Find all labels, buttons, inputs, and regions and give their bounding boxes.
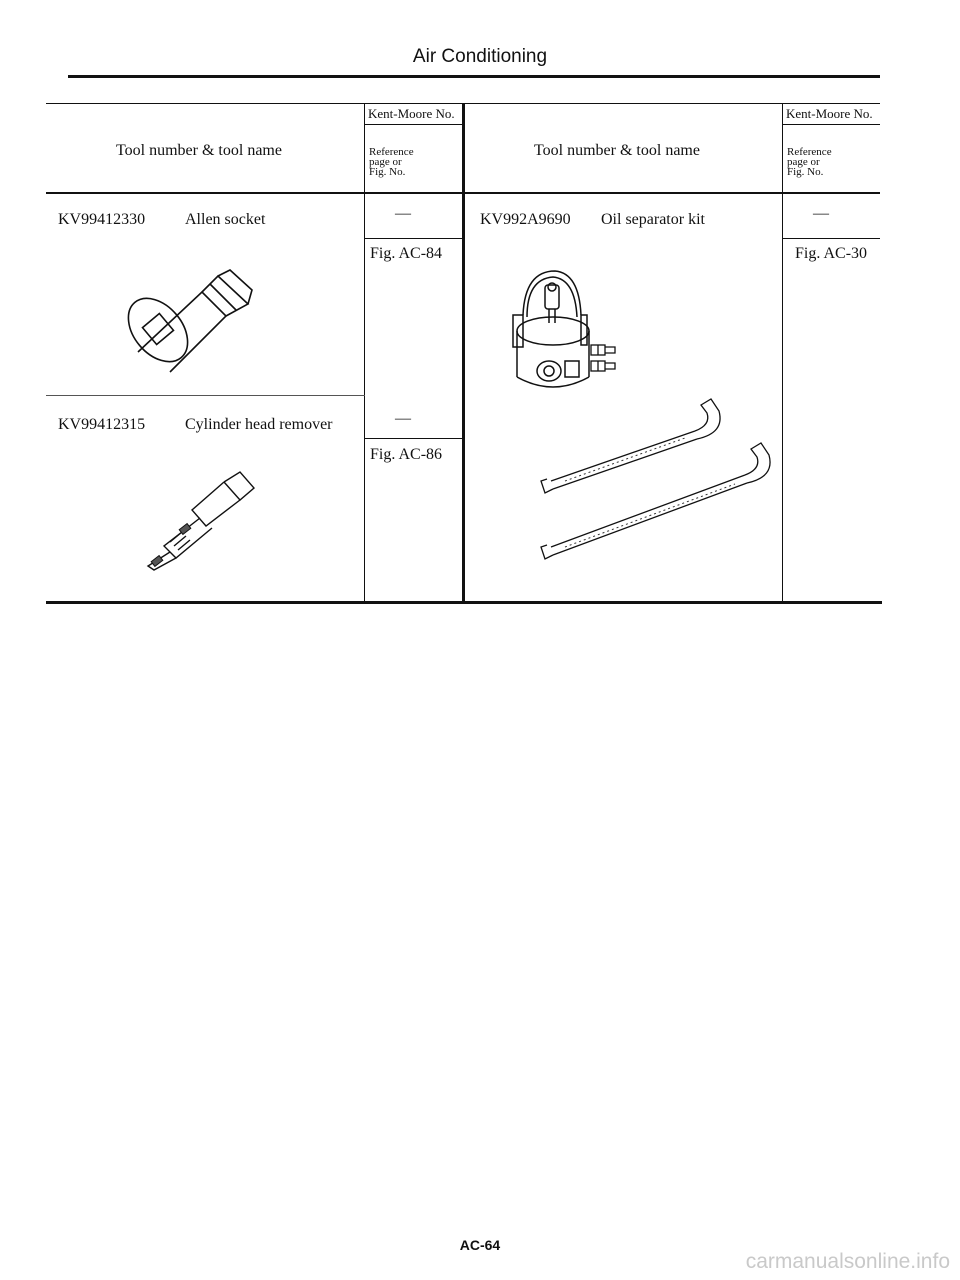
kent-moore-cylinder-head-remover: — <box>395 410 411 427</box>
right-kent-moore-header: Kent-Moore No. <box>786 106 873 121</box>
left-kent-moore-header: Kent-Moore No. <box>368 106 455 121</box>
ref-divider-allen-socket <box>365 238 462 239</box>
col-divider-center <box>462 103 465 603</box>
left-tool-header: Tool number & tool name <box>116 142 282 159</box>
reference-cylinder-head-remover: Fig. AC-86 <box>370 446 443 463</box>
right-tool-header: Tool number & tool name <box>534 142 700 159</box>
ref-divider-cylinder-head-remover <box>365 438 462 439</box>
km-header-underline-right <box>783 124 880 125</box>
cylinder-head-remover-illustration <box>140 470 270 570</box>
kent-moore-oil-separator-kit: — <box>813 205 829 222</box>
allen-socket-illustration <box>130 268 260 378</box>
left-reference-header: Reference page or Fig. No. <box>369 146 414 178</box>
row-divider-left <box>46 395 365 396</box>
tool-number-cylinder-head-remover: KV99412315 <box>58 416 146 433</box>
tool-name-oil-separator-kit: Oil separator kit <box>601 211 705 228</box>
ref-divider-oil-separator-kit <box>783 238 880 239</box>
right-reference-header: Reference page or Fig. No. <box>787 146 832 178</box>
reference-allen-socket: Fig. AC-84 <box>370 245 443 262</box>
tool-name-cylinder-head-remover: Cylinder head remover <box>185 416 333 433</box>
page-number: AC-64 <box>459 1237 501 1253</box>
reference-oil-separator-kit: Fig. AC-30 <box>795 245 868 262</box>
oil-separator-kit-illustration <box>505 265 785 585</box>
watermark: carmanualsonline.info <box>745 1250 950 1273</box>
tool-name-allen-socket: Allen socket <box>185 211 266 228</box>
col-divider-left-km <box>364 103 365 603</box>
kent-moore-allen-socket: — <box>395 205 411 222</box>
header-rule <box>68 75 880 78</box>
km-header-underline-left <box>365 124 462 125</box>
tool-number-allen-socket: KV99412330 <box>58 211 146 228</box>
tool-number-oil-separator-kit: KV992A9690 <box>480 211 571 228</box>
page-title: Air Conditioning <box>412 46 548 67</box>
